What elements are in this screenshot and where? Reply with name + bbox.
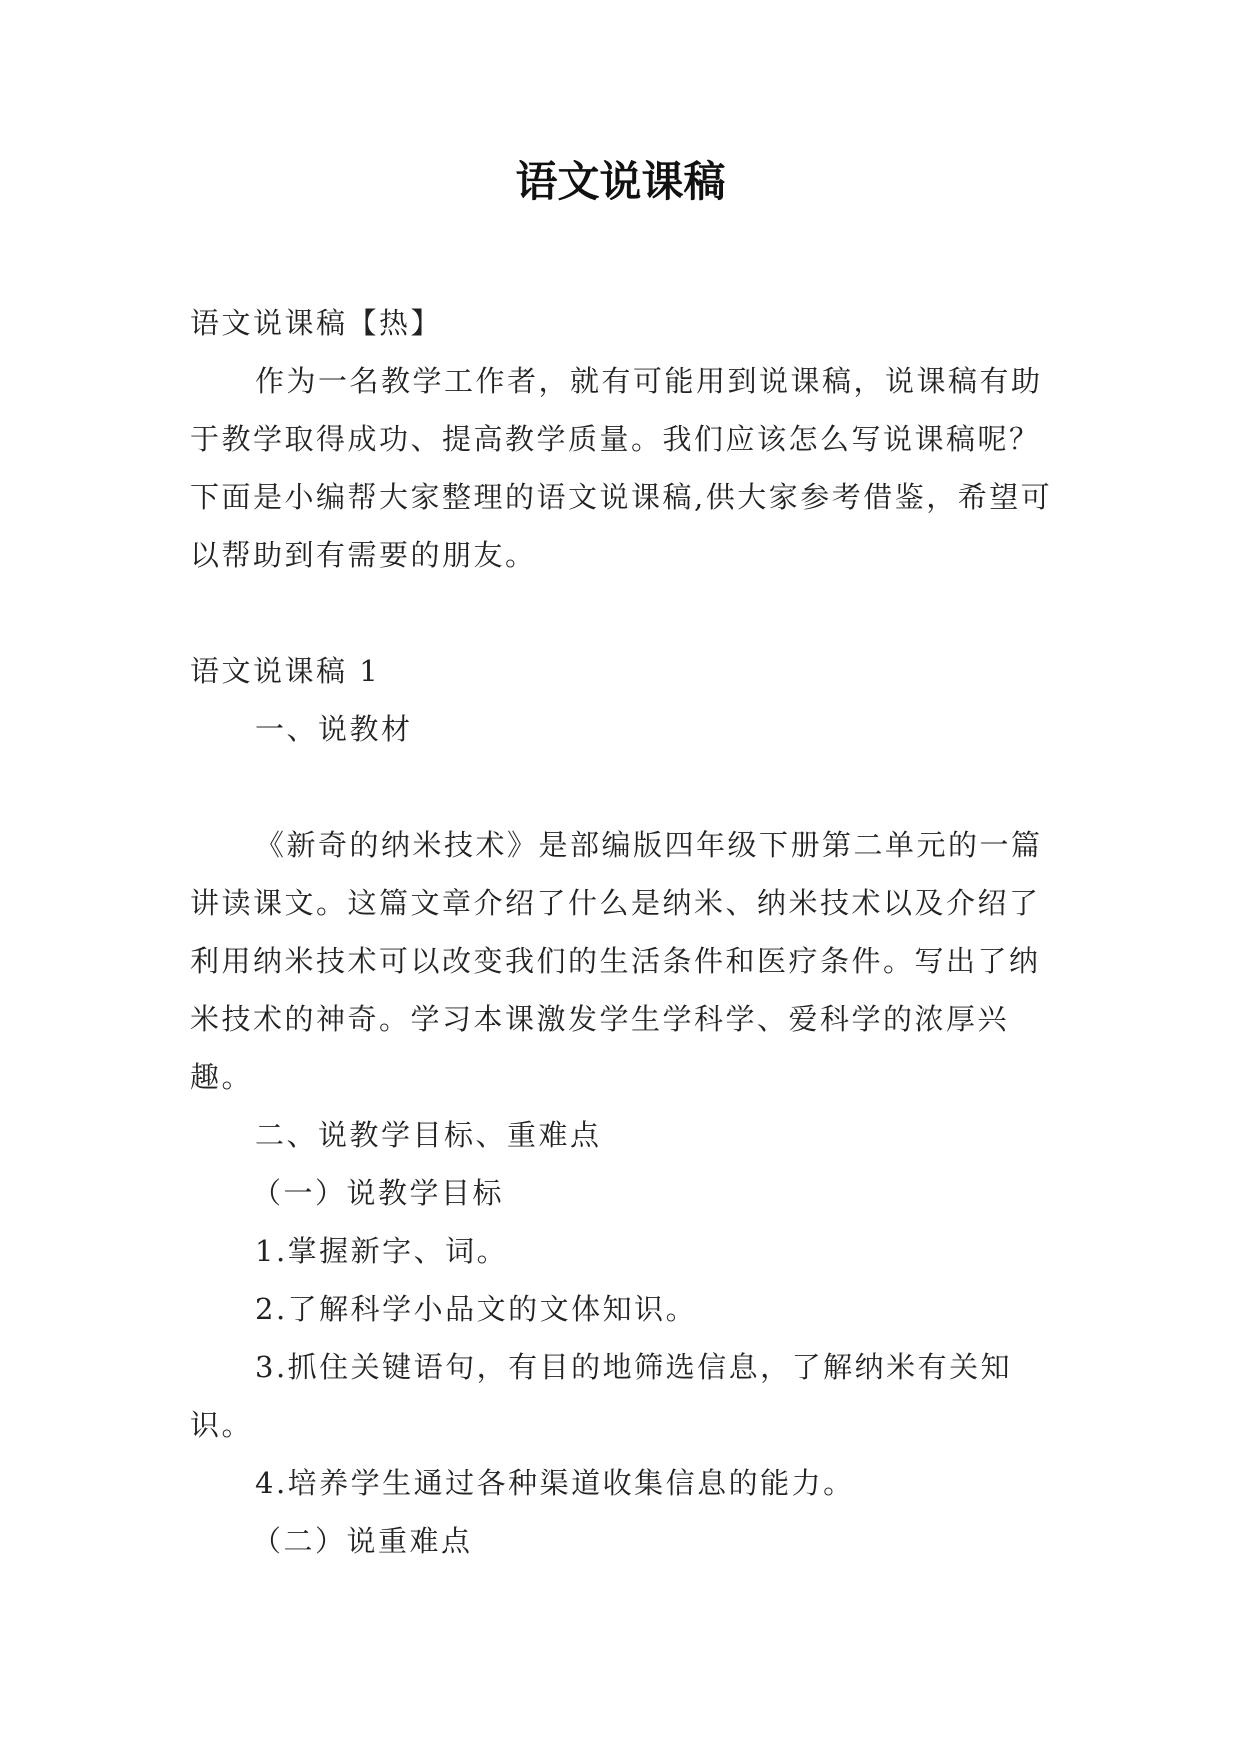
goal-item: 2.了解科学小品文的文体知识。 xyxy=(255,1292,698,1326)
document-title: 语文说课稿 xyxy=(515,157,726,206)
section-heading: 语文说课稿 1 xyxy=(190,654,381,688)
goal-item: 4.培养学生通过各种渠道收集信息的能力。 xyxy=(255,1466,855,1500)
intro-paragraph: 作为一名教学工作者，就有可能用到说课稿，说课稿有助于教学取得成功、提高教学质量。我们应该怎么写说课稿呢？下面是小编帮大家整理的语文说课稿,供大家参考借鉴，希望可以帮助到有需要的朋友。 xyxy=(190,364,1053,572)
sub1-heading: （一）说教学目标 xyxy=(252,1176,505,1210)
goal-item: 3.抓住关键语句，有目的地筛选信息，了解纳米有关知识。 xyxy=(190,1350,1013,1442)
goal-item: 1.掌握新字、词。 xyxy=(255,1234,509,1268)
part1-paragraph: 《新奇的纳米技术》是部编版四年级下册第二单元的一篇讲读课文。这篇文章介绍了什么是纳米、纳米技术以及介绍了利用纳米技术可以改变我们的生活条件和医疗条件。写出了纳米技术的神奇。学习本课激发学生学科学、爱科学的浓厚兴趣。 xyxy=(190,828,1043,1094)
part1-heading: 一、说教材 xyxy=(255,712,413,746)
subtitle: 语文说课稿【热】 xyxy=(190,306,443,340)
sub2-heading: （二）说重难点 xyxy=(252,1524,473,1558)
document-body xyxy=(190,294,1055,1570)
part2-heading: 二、说教学目标、重难点 xyxy=(255,1118,602,1152)
